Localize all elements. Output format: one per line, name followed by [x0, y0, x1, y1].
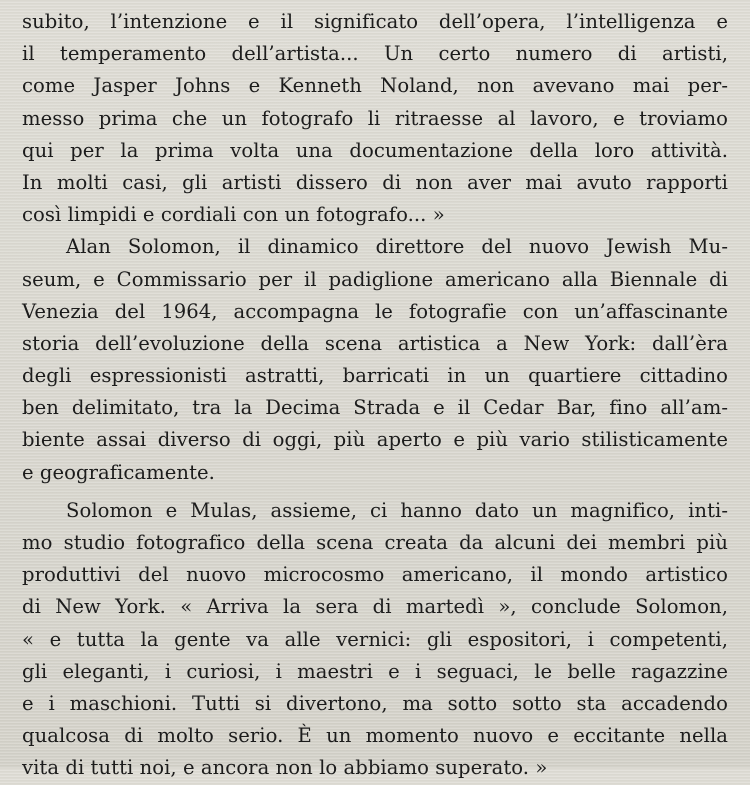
text-line: subito, l’intenzione e il significato dell’opera, l’intelligenza e: [22, 10, 728, 33]
text-line: vita di tutti noi, e ancora non lo abbiamo superato. »: [22, 756, 548, 780]
text-line: « e tutta la gente va alle vernici: gli espositori, i competenti,: [22, 627, 728, 651]
text-line: produttivi del nuovo microcosmo americano, il mondo artistico: [22, 563, 728, 587]
text-line: storia dell’evoluzione della scena artistica a New York: dall’èra: [22, 331, 728, 355]
text-line: e geograficamente.: [22, 460, 215, 484]
text-line: biente assai diverso di oggi, più aperto e più vario stilisticamente: [22, 428, 728, 452]
text-line: Solomon e Mulas, assieme, ci hanno dato un magnifico, inti-: [66, 498, 728, 522]
text-line: Venezia del 1964, accompagna le fotografie con un’affascinante: [22, 299, 728, 323]
text-line: gli eleganti, i curiosi, i maestri e i seguaci, le belle ragazzine: [22, 659, 728, 683]
text-line: e i maschioni. Tutti si divertono, ma sotto sotto sta accadendo: [22, 691, 728, 715]
text-line: il temperamento dell’artista... Un certo numero di artisti,: [22, 42, 728, 66]
text-line: qualcosa di molto serio. È un momento nuovo e eccitante nella: [22, 724, 728, 748]
text-line: mo studio fotografico della scena creata da alcuni dei membri più: [22, 531, 728, 554]
text-line: come Jasper Johns e Kenneth Noland, non avevano mai per-: [22, 74, 728, 98]
text-line: In molti casi, gli artisti dissero di non aver mai avuto rapporti: [22, 170, 728, 194]
text-line: degli espressionisti astratti, barricati in un quartiere cittadino: [22, 364, 728, 388]
text-line: così limpidi e cordiali con un fotografo... »: [22, 203, 445, 227]
paragraph-1: [22, 6, 728, 231]
text-line: messo prima che un fotografo li ritraesse al lavoro, e troviamo: [22, 106, 728, 130]
book-page: [22, 6, 728, 780]
text-line: seum, e Commissario per il padiglione americano alla Biennale di: [22, 267, 728, 291]
paragraph-2: [22, 231, 728, 489]
text-line: ben delimitato, tra la Decima Strada e il Cedar Bar, fino all’am-: [22, 396, 728, 420]
text-line: Alan Solomon, il dinamico direttore del nuovo Jewish Mu-: [66, 235, 728, 259]
paragraph-3: [22, 495, 728, 785]
text-line: di New York. « Arriva la sera di martedì », conclude Solomon,: [22, 595, 728, 619]
text-line: qui per la prima volta una documentazione della loro attività.: [22, 138, 728, 162]
